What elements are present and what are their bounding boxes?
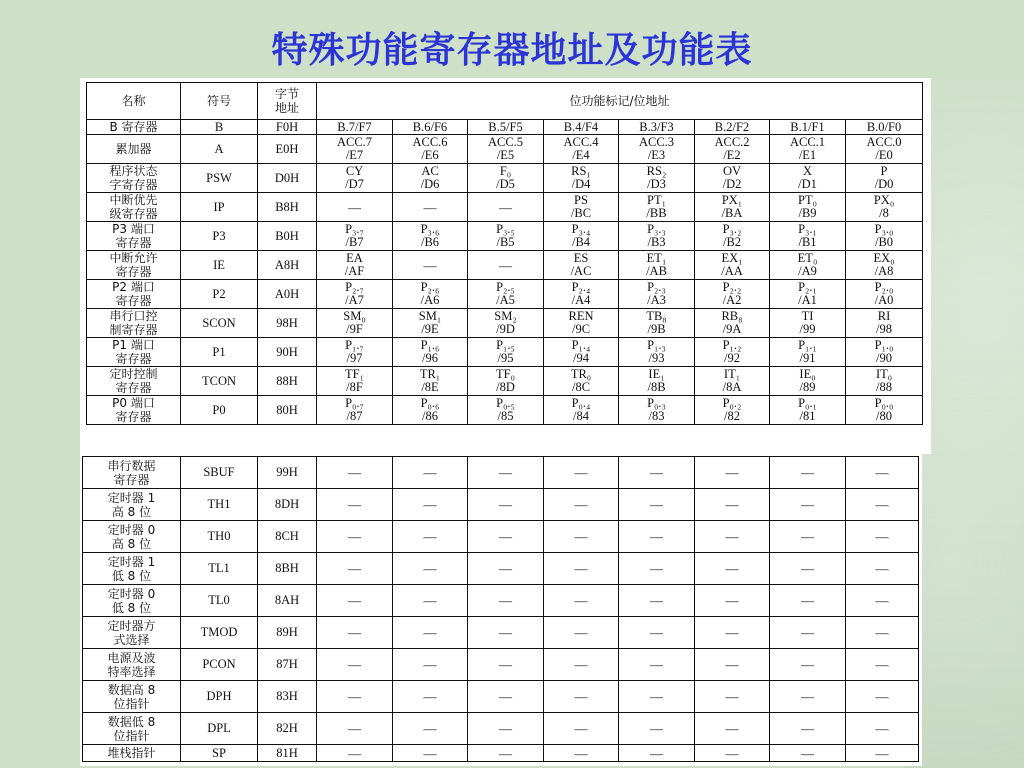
- bit-cell: —: [770, 713, 846, 745]
- bit-cell: ACC.2 /E2: [695, 135, 770, 164]
- bit-cell: —: [770, 457, 846, 489]
- register-address: E0H: [258, 135, 317, 164]
- bit-cell: —: [770, 521, 846, 553]
- header-symbol: 符号: [181, 83, 258, 120]
- table-row: [83, 585, 919, 617]
- bit-cell: —: [770, 745, 846, 762]
- register-symbol: TMOD: [181, 617, 258, 649]
- register-address: 81H: [258, 745, 317, 762]
- bit-cell: —: [695, 649, 770, 681]
- bit-cell: RS₂ /D3: [619, 164, 695, 193]
- bit-cell: CY /D7: [317, 164, 393, 193]
- bit-cell: IE₁ /8B: [619, 367, 695, 396]
- bit-cell: —: [695, 745, 770, 762]
- register-name: 中断优先 级寄存器: [87, 193, 181, 222]
- register-address: 90H: [258, 338, 317, 367]
- register-address: 82H: [258, 713, 317, 745]
- bit-cell: P₁.₄ /94: [544, 338, 619, 367]
- register-name: 定时器方 式选择: [83, 617, 181, 649]
- register-name: B 寄存器: [87, 120, 181, 135]
- table-row: [87, 396, 923, 425]
- bit-cell: TR₀ /8C: [544, 367, 619, 396]
- bit-cell: P₃.₄ /B4: [544, 222, 619, 251]
- bit-cell: P₀.₇ /87: [317, 396, 393, 425]
- slide-title: 特殊功能寄存器地址及功能表: [271, 30, 753, 71]
- register-address: 87H: [258, 649, 317, 681]
- register-symbol: B: [181, 120, 258, 135]
- bit-cell: AC /D6: [393, 164, 468, 193]
- register-address: 83H: [258, 681, 317, 713]
- bit-cell: —: [544, 553, 619, 585]
- register-name: 定时控制 寄存器: [87, 367, 181, 396]
- register-symbol: P3: [181, 222, 258, 251]
- bit-cell: —: [619, 745, 695, 762]
- bit-cell: ACC.7 /E7: [317, 135, 393, 164]
- bit-cell: —: [393, 713, 468, 745]
- bit-cell: —: [695, 713, 770, 745]
- bit-cell: —: [393, 457, 468, 489]
- bit-cell: P₀.₂ /82: [695, 396, 770, 425]
- bit-cell: TF₁ /8F: [317, 367, 393, 396]
- sfr-table-bottom: [82, 456, 919, 762]
- bit-cell: B.5/F5: [468, 120, 544, 135]
- table-row: [87, 120, 923, 135]
- bit-cell: P₀.₄ /84: [544, 396, 619, 425]
- register-symbol: P0: [181, 396, 258, 425]
- register-name: 定时器 0 低 8 位: [83, 585, 181, 617]
- bit-cell: P₀.₅ /85: [468, 396, 544, 425]
- bit-cell: SM₀ /9F: [317, 309, 393, 338]
- bit-cell: —: [468, 649, 544, 681]
- register-name: P2 端口 寄存器: [87, 280, 181, 309]
- register-symbol: SP: [181, 745, 258, 762]
- bit-cell: P₃.₁ /B1: [770, 222, 846, 251]
- register-name: P1 端口 寄存器: [87, 338, 181, 367]
- bit-cell: —: [468, 745, 544, 762]
- register-address: 8BH: [258, 553, 317, 585]
- bit-cell: TI /99: [770, 309, 846, 338]
- bit-cell: —: [317, 745, 393, 762]
- bit-cell: ES /AC: [544, 251, 619, 280]
- bit-cell: —: [619, 553, 695, 585]
- bit-cell: —: [846, 489, 919, 521]
- bit-cell: RB₈ /9A: [695, 309, 770, 338]
- bit-cell: —: [544, 649, 619, 681]
- register-name: P3 端口 寄存器: [87, 222, 181, 251]
- bit-cell: —: [393, 193, 468, 222]
- bit-cell: RI /98: [846, 309, 923, 338]
- bit-cell: EA /AF: [317, 251, 393, 280]
- bit-cell: —: [317, 681, 393, 713]
- bit-cell: —: [770, 649, 846, 681]
- bit-cell: —: [770, 681, 846, 713]
- bit-cell: PS /BC: [544, 193, 619, 222]
- bit-cell: PX₀ /8: [846, 193, 923, 222]
- bit-cell: —: [619, 521, 695, 553]
- table-row: [87, 280, 923, 309]
- table-row: [83, 617, 919, 649]
- bit-cell: —: [317, 553, 393, 585]
- bit-cell: —: [695, 617, 770, 649]
- register-symbol: SCON: [181, 309, 258, 338]
- register-name: 定时器 1 高 8 位: [83, 489, 181, 521]
- table-row: [87, 367, 923, 396]
- bit-cell: P₁.₂ /92: [695, 338, 770, 367]
- bit-cell: RS₁ /D4: [544, 164, 619, 193]
- bit-cell: —: [544, 617, 619, 649]
- bit-cell: —: [846, 585, 919, 617]
- bit-cell: P₂.₁ /A1: [770, 280, 846, 309]
- bit-cell: ACC.0 /E0: [846, 135, 923, 164]
- register-name: 串行数据 寄存器: [83, 457, 181, 489]
- register-address: 8DH: [258, 489, 317, 521]
- register-name: 定时器 1 低 8 位: [83, 553, 181, 585]
- bit-cell: EX₀ /A8: [846, 251, 923, 280]
- bit-cell: —: [846, 745, 919, 762]
- bit-cell: —: [846, 713, 919, 745]
- bit-cell: —: [846, 457, 919, 489]
- register-symbol: P1: [181, 338, 258, 367]
- sfr-table-bottom-body: [83, 457, 919, 762]
- register-name: P0 端口 寄存器: [87, 396, 181, 425]
- bit-cell: —: [770, 617, 846, 649]
- bit-cell: —: [695, 585, 770, 617]
- register-address: 99H: [258, 457, 317, 489]
- bit-cell: P₂.₄ /A4: [544, 280, 619, 309]
- bit-cell: —: [317, 617, 393, 649]
- bit-cell: PX₁ /BA: [695, 193, 770, 222]
- register-name: 数据高 8 位指针: [83, 681, 181, 713]
- register-symbol: P2: [181, 280, 258, 309]
- table-row: [83, 649, 919, 681]
- bit-cell: P₀.₆ /86: [393, 396, 468, 425]
- register-address: F0H: [258, 120, 317, 135]
- bit-cell: —: [544, 681, 619, 713]
- bit-cell: —: [544, 457, 619, 489]
- bit-cell: PT₀ /B9: [770, 193, 846, 222]
- register-symbol: DPH: [181, 681, 258, 713]
- bit-cell: —: [770, 553, 846, 585]
- table-row: [83, 745, 919, 762]
- bit-cell: IT₀ /88: [846, 367, 923, 396]
- bit-cell: —: [695, 553, 770, 585]
- bit-cell: —: [393, 251, 468, 280]
- bit-cell: P₂.₂ /A2: [695, 280, 770, 309]
- register-address: 88H: [258, 367, 317, 396]
- register-name: 数据低 8 位指针: [83, 713, 181, 745]
- bit-cell: —: [393, 745, 468, 762]
- bit-cell: —: [619, 713, 695, 745]
- bit-cell: ET₀ /A9: [770, 251, 846, 280]
- table-row: [87, 251, 923, 280]
- bit-cell: —: [468, 521, 544, 553]
- bit-cell: —: [846, 521, 919, 553]
- bit-cell: SM₁ /9E: [393, 309, 468, 338]
- bit-cell: B.0/F0: [846, 120, 923, 135]
- table-row: [87, 309, 923, 338]
- bit-cell: —: [393, 585, 468, 617]
- bit-cell: —: [317, 713, 393, 745]
- bit-cell: EX₁ /AA: [695, 251, 770, 280]
- register-address: B8H: [258, 193, 317, 222]
- table-row: [83, 457, 919, 489]
- header-bit-function: 位功能标记/位地址: [317, 83, 923, 120]
- bit-cell: P₁.₀ /90: [846, 338, 923, 367]
- register-symbol: PSW: [181, 164, 258, 193]
- register-address: 80H: [258, 396, 317, 425]
- bit-cell: —: [468, 251, 544, 280]
- bit-cell: —: [468, 457, 544, 489]
- register-address: 8AH: [258, 585, 317, 617]
- bit-cell: P₀.₁ /81: [770, 396, 846, 425]
- bit-cell: —: [619, 681, 695, 713]
- sfr-table-top: [86, 82, 923, 425]
- bit-cell: P₂.₃ /A3: [619, 280, 695, 309]
- bit-cell: —: [695, 457, 770, 489]
- bit-cell: OV /D2: [695, 164, 770, 193]
- bit-cell: —: [317, 521, 393, 553]
- bit-cell: B.4/F4: [544, 120, 619, 135]
- header-byte-address: [258, 83, 317, 120]
- bit-cell: REN /9C: [544, 309, 619, 338]
- bit-cell: —: [544, 521, 619, 553]
- bit-cell: —: [619, 649, 695, 681]
- bit-cell: —: [695, 489, 770, 521]
- register-address: 8CH: [258, 521, 317, 553]
- table-row: [83, 553, 919, 585]
- table-row: [87, 338, 923, 367]
- bit-cell: —: [846, 553, 919, 585]
- bit-cell: TB₈ /9B: [619, 309, 695, 338]
- bit-cell: SM₂ /9D: [468, 309, 544, 338]
- register-name: 程序状态 字寄存器: [87, 164, 181, 193]
- bit-cell: —: [317, 457, 393, 489]
- bit-cell: B.6/F6: [393, 120, 468, 135]
- register-name: 串行口控 制寄存器: [87, 309, 181, 338]
- bit-cell: —: [544, 713, 619, 745]
- bit-cell: ACC.6 /E6: [393, 135, 468, 164]
- bit-cell: IE₀ /89: [770, 367, 846, 396]
- header-byte-address-text: 字节地址: [274, 87, 299, 115]
- header-name: 名称: [87, 83, 181, 120]
- register-name: 累加器: [87, 135, 181, 164]
- register-symbol: DPL: [181, 713, 258, 745]
- bit-cell: —: [619, 617, 695, 649]
- bit-cell: —: [544, 745, 619, 762]
- bit-cell: ACC.4 /E4: [544, 135, 619, 164]
- bit-cell: P₁.₃ /93: [619, 338, 695, 367]
- bit-cell: ACC.1 /E1: [770, 135, 846, 164]
- bit-cell: —: [468, 553, 544, 585]
- bit-cell: —: [393, 553, 468, 585]
- bit-cell: F₀ /D5: [468, 164, 544, 193]
- table-row: [87, 135, 923, 164]
- bit-cell: —: [317, 585, 393, 617]
- bit-cell: —: [393, 521, 468, 553]
- table-row: [87, 164, 923, 193]
- bit-cell: B.1/F1: [770, 120, 846, 135]
- register-address: B0H: [258, 222, 317, 251]
- register-symbol: IE: [181, 251, 258, 280]
- bit-cell: X /D1: [770, 164, 846, 193]
- register-address: A8H: [258, 251, 317, 280]
- bit-cell: —: [468, 681, 544, 713]
- bit-cell: —: [544, 585, 619, 617]
- register-symbol: TH0: [181, 521, 258, 553]
- register-address: 89H: [258, 617, 317, 649]
- bit-cell: —: [393, 617, 468, 649]
- bit-cell: PT₁ /BB: [619, 193, 695, 222]
- bit-cell: —: [468, 713, 544, 745]
- table-header-row: [87, 83, 923, 120]
- bit-cell: —: [468, 193, 544, 222]
- table-row: [87, 193, 923, 222]
- bit-cell: —: [695, 681, 770, 713]
- bit-cell: P₁.₇ /97: [317, 338, 393, 367]
- sfr-table-top-body: [87, 83, 923, 425]
- register-name: 定时器 0 高 8 位: [83, 521, 181, 553]
- bit-cell: —: [846, 681, 919, 713]
- bit-cell: P₃.₅ /B5: [468, 222, 544, 251]
- register-symbol: PCON: [181, 649, 258, 681]
- table-row: [83, 681, 919, 713]
- bit-cell: ET₁ /AB: [619, 251, 695, 280]
- bit-cell: P₃.₃ /B3: [619, 222, 695, 251]
- bit-cell: P₃.₀ /B0: [846, 222, 923, 251]
- bit-cell: P₀.₃ /83: [619, 396, 695, 425]
- bit-cell: —: [317, 489, 393, 521]
- bit-cell: P₃.₆ /B6: [393, 222, 468, 251]
- bit-cell: —: [544, 489, 619, 521]
- bit-cell: ACC.5 /E5: [468, 135, 544, 164]
- register-name: 堆栈指针: [83, 745, 181, 762]
- register-name: 电源及波 特率选择: [83, 649, 181, 681]
- table-row: [83, 521, 919, 553]
- bit-cell: B.7/F7: [317, 120, 393, 135]
- bit-cell: —: [468, 489, 544, 521]
- bit-cell: —: [393, 681, 468, 713]
- bit-cell: P₃.₂ /B2: [695, 222, 770, 251]
- register-symbol: TL1: [181, 553, 258, 585]
- bit-cell: P₂.₆ /A6: [393, 280, 468, 309]
- bit-cell: —: [770, 489, 846, 521]
- table-row: [83, 713, 919, 745]
- bit-cell: —: [468, 617, 544, 649]
- register-name: 中断允许 寄存器: [87, 251, 181, 280]
- bit-cell: —: [695, 521, 770, 553]
- register-address: D0H: [258, 164, 317, 193]
- bit-cell: —: [393, 649, 468, 681]
- bit-cell: P₁.₅ /95: [468, 338, 544, 367]
- register-symbol: TCON: [181, 367, 258, 396]
- bit-cell: —: [619, 585, 695, 617]
- bit-cell: —: [393, 489, 468, 521]
- bit-cell: TR₁ /8E: [393, 367, 468, 396]
- bit-cell: P₂.₅ /A5: [468, 280, 544, 309]
- bit-cell: —: [846, 649, 919, 681]
- bit-cell: —: [770, 585, 846, 617]
- bit-cell: B.2/F2: [695, 120, 770, 135]
- bit-cell: IT₁ /8A: [695, 367, 770, 396]
- bit-cell: —: [619, 457, 695, 489]
- bit-cell: P₂.₀ /A0: [846, 280, 923, 309]
- register-symbol: IP: [181, 193, 258, 222]
- bit-cell: —: [619, 489, 695, 521]
- bit-cell: P /D0: [846, 164, 923, 193]
- bit-cell: P₁.₆ /96: [393, 338, 468, 367]
- bit-cell: TF₀ /8D: [468, 367, 544, 396]
- table-row: [87, 222, 923, 251]
- bit-cell: —: [317, 649, 393, 681]
- register-symbol: TL0: [181, 585, 258, 617]
- table-row: [83, 489, 919, 521]
- bit-cell: P₁.₁ /91: [770, 338, 846, 367]
- bit-cell: —: [468, 585, 544, 617]
- bit-cell: B.3/F3: [619, 120, 695, 135]
- bit-cell: P₃.₇ /B7: [317, 222, 393, 251]
- register-symbol: A: [181, 135, 258, 164]
- bit-cell: P₂.₇ /A7: [317, 280, 393, 309]
- register-symbol: SBUF: [181, 457, 258, 489]
- bit-cell: —: [317, 193, 393, 222]
- bit-cell: P₀.₀ /80: [846, 396, 923, 425]
- register-address: 98H: [258, 309, 317, 338]
- bit-cell: ACC.3 /E3: [619, 135, 695, 164]
- bit-cell: —: [846, 617, 919, 649]
- register-address: A0H: [258, 280, 317, 309]
- register-symbol: TH1: [181, 489, 258, 521]
